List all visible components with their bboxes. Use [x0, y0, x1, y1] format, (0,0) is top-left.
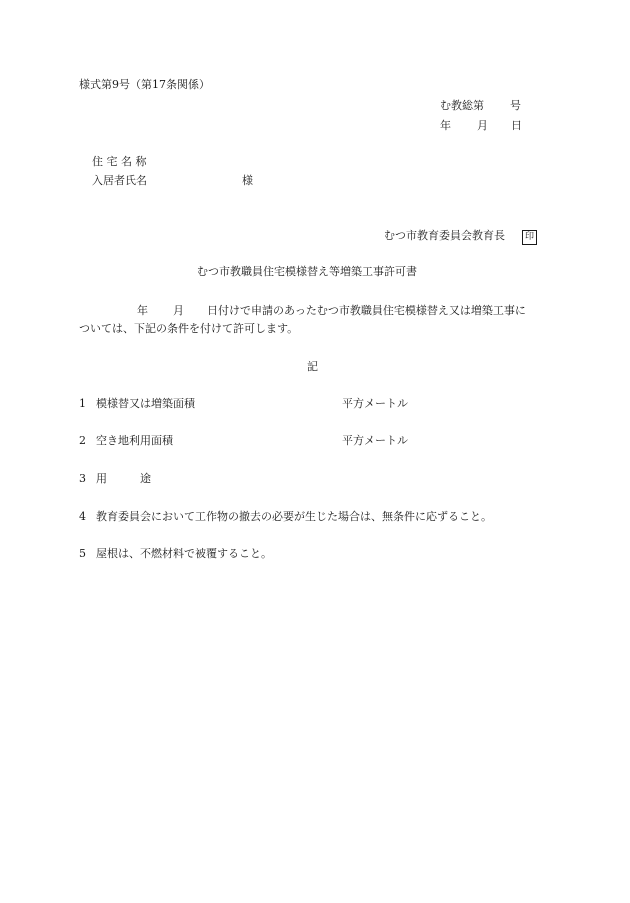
item-3-text: 用 途: [96, 472, 151, 485]
issuer: むつ市教育委員会教育長: [384, 229, 505, 242]
housing-name-label: 住 宅 名 称: [92, 155, 147, 168]
date-day: 日: [511, 119, 522, 132]
item-2-unit: 平方メートル: [342, 434, 408, 447]
doc-number-suffix: 号: [510, 99, 521, 112]
item-5-text: 屋根は、不燃材料で被覆すること。: [96, 547, 272, 560]
item-4-number: 4: [79, 510, 86, 523]
body-year: 年: [137, 304, 148, 317]
ki-heading: 記: [307, 360, 318, 373]
form-label: 様式第9号（第17条関係）: [79, 78, 210, 91]
item-1-number: 1: [79, 397, 86, 410]
date-month: 月: [477, 119, 488, 132]
document-title: むつ市教職員住宅模様替え等増築工事許可書: [197, 265, 417, 278]
item-3-number: 3: [79, 472, 86, 485]
item-1-text: 模様替又は増築面積: [96, 397, 195, 410]
date-year: 年: [440, 119, 451, 132]
item-2-number: 2: [79, 434, 86, 447]
doc-number-prefix: む教総第: [440, 99, 484, 112]
honorific: 様: [242, 174, 253, 187]
item-1-unit: 平方メートル: [342, 397, 408, 410]
item-5-number: 5: [79, 547, 86, 560]
item-4-text: 教育委員会において工作物の撤去の必要が生じた場合は、無条件に応ずること。: [96, 510, 492, 523]
body-month: 月: [173, 304, 184, 317]
item-2-text: 空き地利用面積: [96, 434, 173, 447]
seal-stamp: 印: [522, 230, 537, 245]
body-line-1: 日付けで申請のあったむつ市教職員住宅模様替え又は増築工事に: [207, 304, 526, 317]
body-line-2: ついては、下記の条件を付けて許可します。: [79, 322, 299, 335]
resident-name-label: 入居者氏名: [92, 174, 147, 187]
